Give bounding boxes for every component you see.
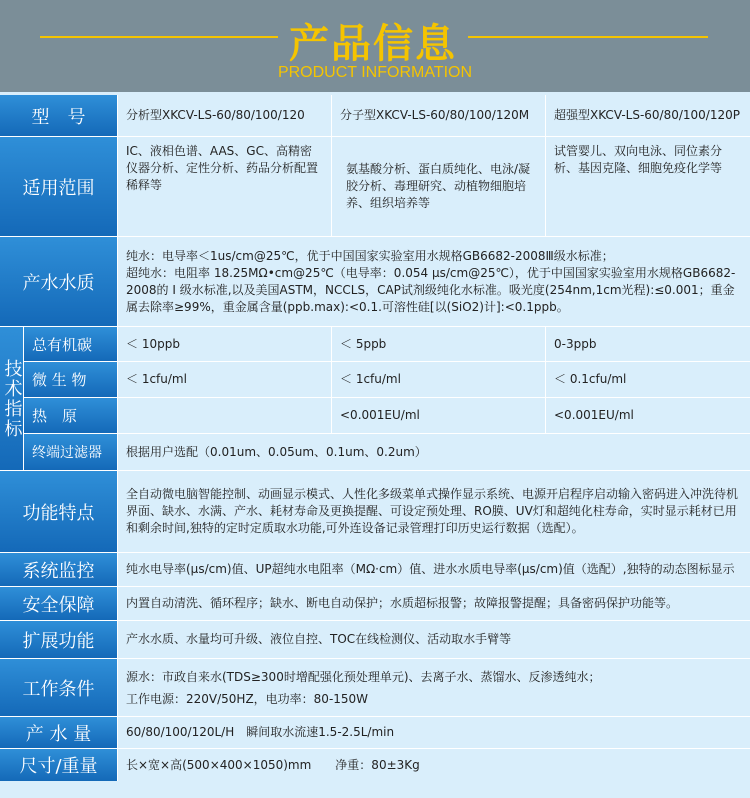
output-value: 60/80/100/120L/H 瞬间取水流速1.5-2.5L/min xyxy=(118,717,750,748)
label-features: 功能特点 xyxy=(0,471,118,552)
spec-table xyxy=(0,95,750,781)
label-pyrogen: 热 原 xyxy=(24,398,118,433)
label-expand: 扩展功能 xyxy=(0,621,118,658)
tech-row-microbe xyxy=(24,362,750,398)
pyrogen-super: <0.001EU/ml xyxy=(546,398,750,433)
expand-value: 产水水质、水量均可升级、液位自控、TOC在线检测仪、活动取水手臂等 xyxy=(118,621,750,658)
label-toc: 总有机碳 xyxy=(24,327,118,361)
tech-row-pyrogen xyxy=(24,398,750,434)
page-subtitle: PRODUCT INFORMATION xyxy=(277,64,473,81)
tech-row-toc xyxy=(24,327,750,362)
scope-super: 试管婴儿、双向电泳、同位素分析、基因克隆、细胞免疫化学等 xyxy=(546,137,750,236)
conditions-power: 工作电源：220V/50HZ，电功率：80-150W xyxy=(126,691,369,706)
row-safety xyxy=(0,587,750,621)
quality-ultrapure: 超纯水：电阻率 18.25MΩ•cm@25℃（电导率：0.054 μs/cm@25℃），优于中国国家实验室用水规格GB6682-2008的 I 级水标准,以及美国ASTM，NCCLS，CAP试剂级纯化水标准。吸光度(254nm,1cm光程):≤0.001；重金属去除率≥99%，重金属含量(ppb.max):<0.1.可溶性硅[以(SiO2)计]:<0.1ppb。 xyxy=(126,265,736,314)
row-output xyxy=(0,717,750,749)
label-tech: 技术指标 xyxy=(0,327,24,470)
row-conditions xyxy=(0,659,750,717)
pyrogen-analysis xyxy=(118,398,332,433)
tech-row-filter xyxy=(24,434,750,470)
pyrogen-molecular: <0.001EU/ml xyxy=(332,398,546,433)
row-size xyxy=(0,749,750,781)
microbe-super: ＜ 0.1cfu/ml xyxy=(546,362,750,397)
label-safety: 安全保障 xyxy=(0,587,118,620)
safety-value: 内置自动清洗、循环程序；缺水、断电自动保护；水质超标报警；故障报警提醒；具备密码保护功能等。 xyxy=(118,587,750,620)
toc-molecular: ＜ 5ppb xyxy=(332,327,546,361)
quality-desc xyxy=(118,237,750,326)
label-scope: 适用范围 xyxy=(0,137,118,236)
label-microbe: 微 生 物 xyxy=(24,362,118,397)
microbe-analysis: ＜ 1cfu/ml xyxy=(118,362,332,397)
label-quality: 产水水质 xyxy=(0,237,118,326)
page-title: 产品信息 xyxy=(289,21,457,67)
label-monitor: 系统监控 xyxy=(0,553,118,586)
row-monitor xyxy=(0,553,750,587)
model-molecular: 分子型XKCV-LS-60/80/100/120M xyxy=(332,95,546,136)
header-divider-right xyxy=(468,36,708,38)
row-quality xyxy=(0,237,750,327)
row-scope xyxy=(0,137,750,237)
label-conditions: 工作条件 xyxy=(0,659,118,716)
monitor-value: 纯水电导率(μs/cm)值、UP超纯水电阻率（MΩ·cm）值、进水水质电导率(μs/cm)值（选配）,独特的动态图标显示 xyxy=(118,553,750,586)
conditions-source: 源水：市政自来水(TDS≥300时增配强化预处理单元)、去离子水、蒸馏水、反渗透纯水； xyxy=(126,669,601,684)
features-value: 全自动微电脑智能控制、动画显示模式、人性化多级菜单式操作显示系统、电源开启程序启动输入密码进入冲洗待机界面、缺水、水满、产水、耗材寿命及更换提醒、可设定预处理、RO膜、UV灯和超纯化柱寿命，实时显示耗材已用和剩余时间,独特的定时定质取水功能,可外连设备记录管理打印历史运行数据（选配）。 xyxy=(118,471,750,552)
conditions-value xyxy=(118,659,750,716)
label-filter: 终端过滤器 xyxy=(24,434,118,470)
header-divider-left xyxy=(40,36,278,38)
size-value: 长×宽×高(500×400×1050)mm 净重：80±3Kg xyxy=(118,749,750,781)
label-output: 产 水 量 xyxy=(0,717,118,748)
scope-analysis: IC、液相色谱、AAS、GC、高精密仪器分析、定性分析、药品分析配置稀释等 xyxy=(118,137,332,236)
scope-molecular: 氨基酸分析、蛋白质纯化、电泳/凝胶分析、毒理研究、动植物细胞培养、组织培养等 xyxy=(332,137,546,236)
tech-rows xyxy=(24,327,750,470)
row-features xyxy=(0,471,750,553)
row-model xyxy=(0,95,750,137)
quality-pure: 纯水：电导率＜1us/cm@25℃，优于中国国家实验室用水规格GB6682-2008Ⅲ级水标准； xyxy=(126,248,614,263)
model-analysis: 分析型XKCV-LS-60/80/100/120 xyxy=(118,95,332,136)
toc-super: 0-3ppb xyxy=(546,327,750,361)
label-size: 尺寸/重量 xyxy=(0,749,118,781)
microbe-molecular: ＜ 1cfu/ml xyxy=(332,362,546,397)
filter-value: 根据用户选配（0.01um、0.05um、0.1um、0.2um） xyxy=(118,434,750,470)
tech-block xyxy=(0,327,750,471)
toc-analysis: ＜ 10ppb xyxy=(118,327,332,361)
page-header xyxy=(0,0,750,92)
model-super: 超强型XKCV-LS-60/80/100/120P xyxy=(546,95,750,136)
row-expand xyxy=(0,621,750,659)
label-model: 型 号 xyxy=(0,95,118,136)
